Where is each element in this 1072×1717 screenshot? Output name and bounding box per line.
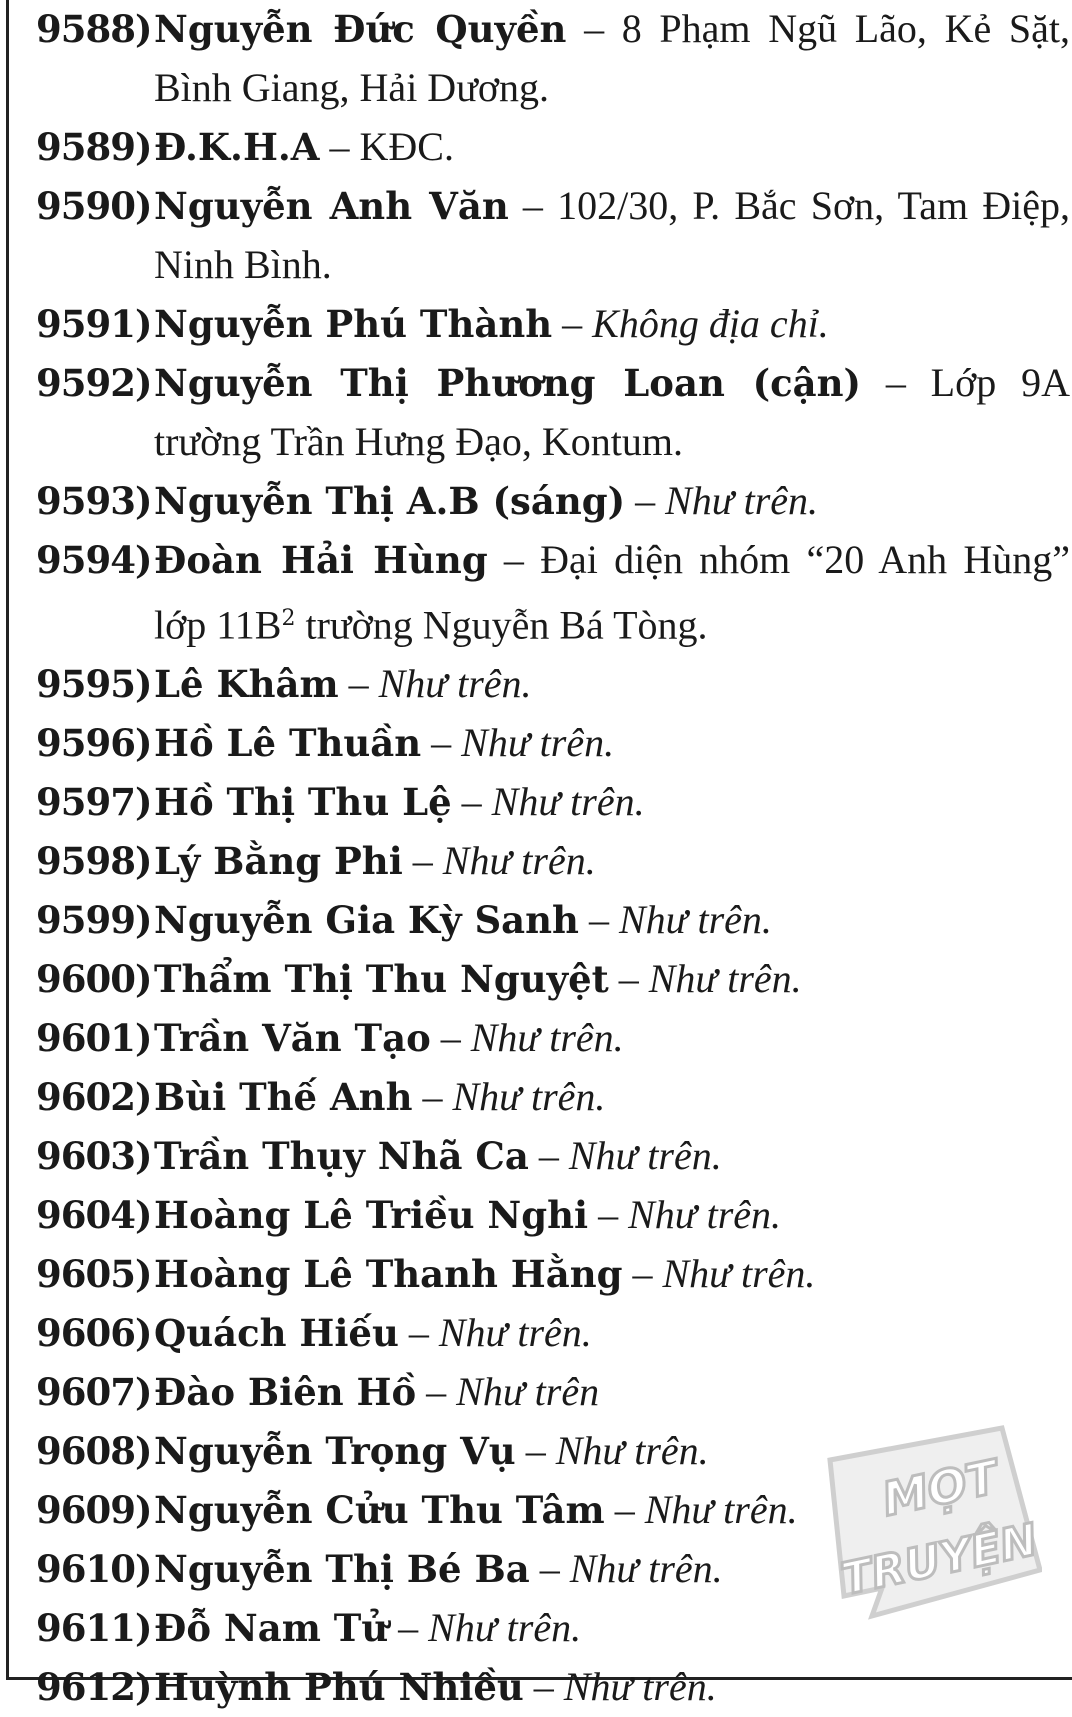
list-item (36, 832, 1070, 891)
entry-description: Như trên. (442, 838, 596, 884)
entry-separator: – (604, 1487, 645, 1533)
entry-separator: – (402, 838, 443, 884)
entry-description: Như trên. (470, 1015, 624, 1061)
list-item (36, 531, 1070, 655)
entry-name: Đ.K.H.A (154, 125, 320, 169)
entry-separator: – (430, 1015, 471, 1061)
entry-separator: – (860, 360, 931, 405)
list-item (36, 1127, 1070, 1186)
entry-name: Nguyễn Cửu Thu Tâm (154, 1488, 605, 1533)
entry-separator: – (566, 6, 622, 51)
entry-separator: – (625, 478, 666, 523)
entry-name: Nguyễn Thị Phương Loan (cận) (154, 361, 861, 405)
entry-text (152, 472, 1070, 531)
entry-text (152, 714, 1070, 773)
list-item (36, 1009, 1070, 1068)
list-item (36, 472, 1070, 531)
entry-name: Hoàng Lê Triều Nghi (154, 1193, 589, 1238)
entry-separator: – (552, 301, 593, 346)
list-item (36, 1304, 1070, 1363)
entry-superscript: 2 (281, 606, 296, 631)
entry-description: Như trên. (452, 1074, 606, 1120)
entry-name: Hồ Lê Thuần (154, 721, 422, 766)
entry-description: KĐC. (359, 124, 454, 169)
entry-description: Như trên. (428, 1605, 582, 1651)
entry-description: Như trên. (563, 1664, 717, 1710)
entry-text (152, 354, 1070, 472)
watermark-logo (812, 1420, 1042, 1625)
list-item (36, 714, 1070, 773)
list-item (36, 1186, 1070, 1245)
entry-number: 9591) (36, 302, 152, 346)
entry-text (152, 773, 1070, 832)
entry-name: Nguyễn Gia Kỳ Sanh (154, 898, 579, 943)
entry-description: Như trên. (555, 1428, 709, 1474)
entry-number: 9594) (36, 538, 152, 582)
entry-name: Đào Biên Hồ (154, 1370, 417, 1415)
entry-description: Lớp 9A trường Trần Hưng Đạo, Kontum. (154, 360, 1070, 464)
entry-name: Lý Bằng Phi (154, 839, 403, 884)
watermark-text-line2: TRUYỆN (837, 1514, 1042, 1606)
entry-description: Không địa chỉ. (592, 301, 829, 346)
entry-separator: – (515, 1428, 556, 1474)
entry-text (152, 177, 1070, 295)
entry-description: Như trên. (491, 779, 645, 825)
watermark-text-line1: MỌT (877, 1449, 1003, 1527)
entry-text (152, 295, 1070, 354)
entry-description: Như trên (456, 1369, 600, 1415)
entry-separator: – (529, 1546, 570, 1592)
entry-number: 9589) (36, 125, 152, 169)
entry-number: 9592) (36, 361, 152, 405)
entry-number: 9596) (36, 721, 152, 766)
entry-description: Như trên. (648, 956, 802, 1002)
entry-separator: – (338, 661, 379, 707)
list-item (36, 950, 1070, 1009)
entry-text (152, 1009, 1070, 1068)
entry-description: Như trên. (569, 1546, 723, 1592)
entry-number: 9588) (36, 7, 152, 51)
entry-name: Trần Thụy Nhã Ca (154, 1134, 529, 1179)
entry-number: 9609) (36, 1488, 152, 1533)
entry-name: Huỳnh Phú Nhiều (154, 1665, 524, 1710)
entry-number: 9606) (36, 1311, 152, 1356)
entry-text (152, 950, 1070, 1009)
entry-description: Đại diện nhóm “20 Anh Hùng” lớp 11B (154, 537, 1071, 648)
entry-name: Thẩm Thị Thu Nguyệt (154, 957, 609, 1002)
list-item (36, 1658, 1070, 1717)
entry-description: Như trên. (461, 720, 615, 766)
list-item (36, 0, 1070, 118)
entry-text (152, 1245, 1070, 1304)
entry-number: 9612) (36, 1665, 152, 1710)
entry-description: 8 Phạm Ngũ Lão, Kẻ Sặt, Bình Giang, Hải Dương. (154, 6, 1070, 110)
entry-text (152, 655, 1070, 714)
entry-number: 9610) (36, 1547, 152, 1592)
entry-description: Như trên. (618, 897, 772, 943)
entry-separator: – (416, 1369, 457, 1415)
entry-separator: – (388, 1605, 429, 1651)
entry-description: Như trên. (378, 661, 532, 707)
entry-number: 9600) (36, 957, 152, 1002)
entry-description: Như trên. (438, 1310, 592, 1356)
entry-name: Bùi Thế Anh (154, 1075, 413, 1120)
entry-text (152, 891, 1070, 950)
entry-text (152, 0, 1070, 118)
entry-name: Quách Hiếu (154, 1311, 399, 1356)
entry-separator: – (508, 183, 558, 228)
entry-name: Đoàn Hải Hùng (154, 538, 488, 582)
list-item (36, 177, 1070, 295)
entry-separator: – (451, 779, 492, 825)
list-item (36, 118, 1070, 177)
entry-name: Nguyễn Trọng Vụ (154, 1429, 516, 1474)
entry-number: 9603) (36, 1134, 152, 1179)
entry-separator: – (578, 897, 619, 943)
entry-name: Trần Văn Tạo (154, 1016, 431, 1061)
entry-description: Như trên. (568, 1133, 722, 1179)
list-item (36, 891, 1070, 950)
entry-separator: – (608, 956, 649, 1002)
entry-name: Nguyễn Anh Văn (154, 184, 509, 228)
entry-number: 9595) (36, 662, 152, 707)
entry-name: Lê Khâm (154, 662, 339, 707)
list-item (36, 1245, 1070, 1304)
entry-number: 9611) (36, 1606, 152, 1651)
entry-number: 9608) (36, 1429, 152, 1474)
entry-name: Nguyễn Thị Bé Ba (154, 1547, 530, 1592)
entry-separator: – (487, 537, 541, 582)
entry-name: Đỗ Nam Tử (154, 1606, 389, 1651)
entry-text (152, 1186, 1070, 1245)
entry-number: 9605) (36, 1252, 152, 1297)
entry-separator: – (528, 1133, 569, 1179)
entry-separator: – (398, 1310, 439, 1356)
list-item (36, 1363, 1070, 1422)
list-item (36, 655, 1070, 714)
list-item (36, 295, 1070, 354)
entry-description: Như trên. (662, 1251, 816, 1297)
entry-text (152, 1304, 1070, 1363)
entry-description: Như trên. (644, 1487, 798, 1533)
left-border-rule (6, 0, 9, 1680)
entry-text (152, 531, 1070, 655)
entry-number: 9607) (36, 1370, 152, 1415)
entry-description-cont: trường Nguyễn Bá Tòng. (295, 602, 708, 648)
entry-number: 9599) (36, 898, 152, 943)
entry-text (152, 1127, 1070, 1186)
entry-separator: – (588, 1192, 629, 1238)
entry-name: Hồ Thị Thu Lệ (154, 780, 452, 825)
entry-separator: – (622, 1251, 663, 1297)
entry-text (152, 1658, 1070, 1717)
entry-number: 9601) (36, 1016, 152, 1061)
entry-separator: – (421, 720, 462, 766)
entry-number: 9590) (36, 184, 152, 228)
entry-number: 9602) (36, 1075, 152, 1120)
entry-text (152, 832, 1070, 891)
entry-name: Hoàng Lê Thanh Hằng (154, 1252, 623, 1297)
entry-separator: – (523, 1664, 564, 1710)
entry-description: Như trên. (665, 478, 819, 523)
entry-description: 102/30, P. Bắc Sơn, Tam Điệp, Ninh Bình. (154, 183, 1070, 287)
entry-number: 9597) (36, 780, 152, 825)
list-item (36, 773, 1070, 832)
list-item (36, 1068, 1070, 1127)
list-item (36, 354, 1070, 472)
entry-text (152, 118, 1070, 177)
entry-number: 9593) (36, 479, 152, 523)
entry-separator: – (412, 1074, 453, 1120)
entry-name: Nguyễn Đức Quyền (154, 7, 567, 51)
entry-separator: – (319, 124, 360, 169)
entry-description: Như trên. (628, 1192, 782, 1238)
entry-number: 9598) (36, 839, 152, 884)
entry-name: Nguyễn Thị A.B (sáng) (154, 479, 626, 523)
entry-text (152, 1363, 1070, 1422)
entry-number: 9604) (36, 1193, 152, 1238)
entry-text (152, 1068, 1070, 1127)
entry-name: Nguyễn Phú Thành (154, 302, 553, 346)
